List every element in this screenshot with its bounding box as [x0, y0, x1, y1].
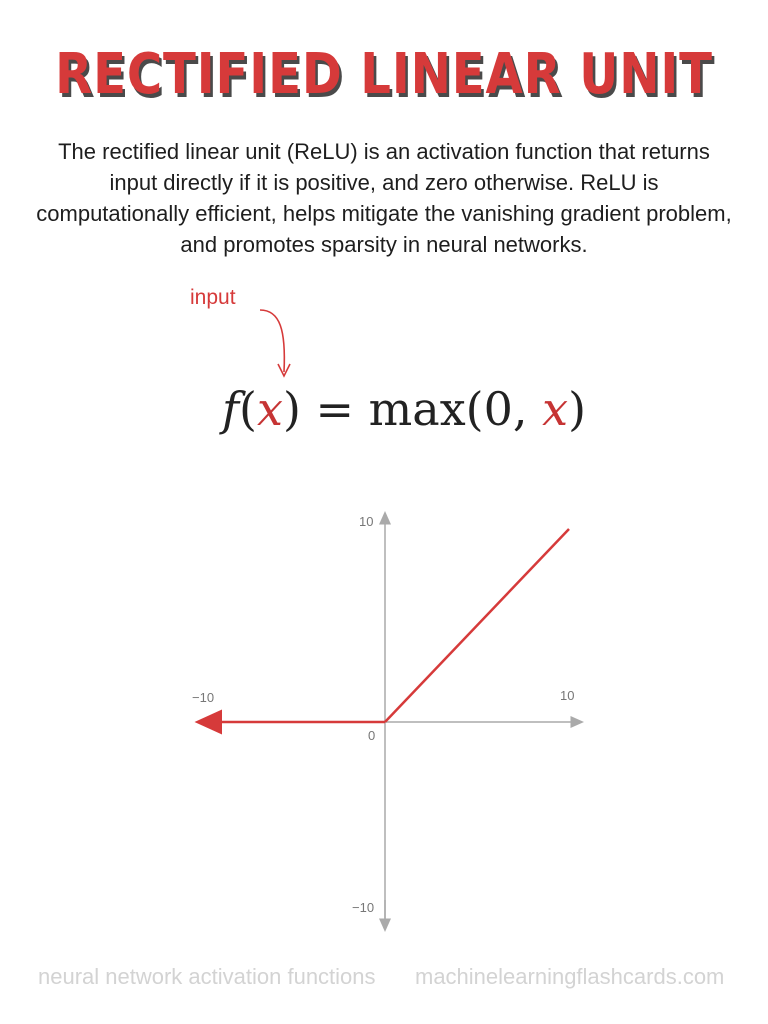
y-tick-min: −10	[352, 900, 375, 915]
description-text: The rectified linear unit (ReLU) is an activation function that returns input directly if it is positive, and zero otherwise. ReLU is computationally efficient, helps mitigate the vanishing gradient problem, and promotes sparsity in neural networks.	[36, 139, 732, 257]
input-annotation-label: input	[190, 286, 236, 309]
footer-site: machinelearningflashcards.com	[415, 964, 725, 989]
x-tick-min: −10	[192, 690, 215, 705]
origin-label: 0	[368, 728, 376, 743]
formula-close-paren: )	[568, 382, 587, 436]
formula-open-paren: (	[239, 382, 257, 436]
relu-series	[207, 529, 569, 722]
page-title: RECTIFIED LINEAR UNIT	[55, 42, 713, 107]
formula-input-variable: x	[256, 382, 283, 436]
formula-function-name: f	[222, 382, 240, 436]
y-tick-max: 10	[359, 514, 374, 529]
formula-max-variable: x	[542, 382, 569, 436]
footer-topic: neural network activation functions	[38, 964, 376, 989]
relu-positive-segment	[385, 529, 569, 722]
x-tick-max: 10	[560, 688, 575, 703]
formula-body: ) = max(0,	[282, 382, 543, 436]
